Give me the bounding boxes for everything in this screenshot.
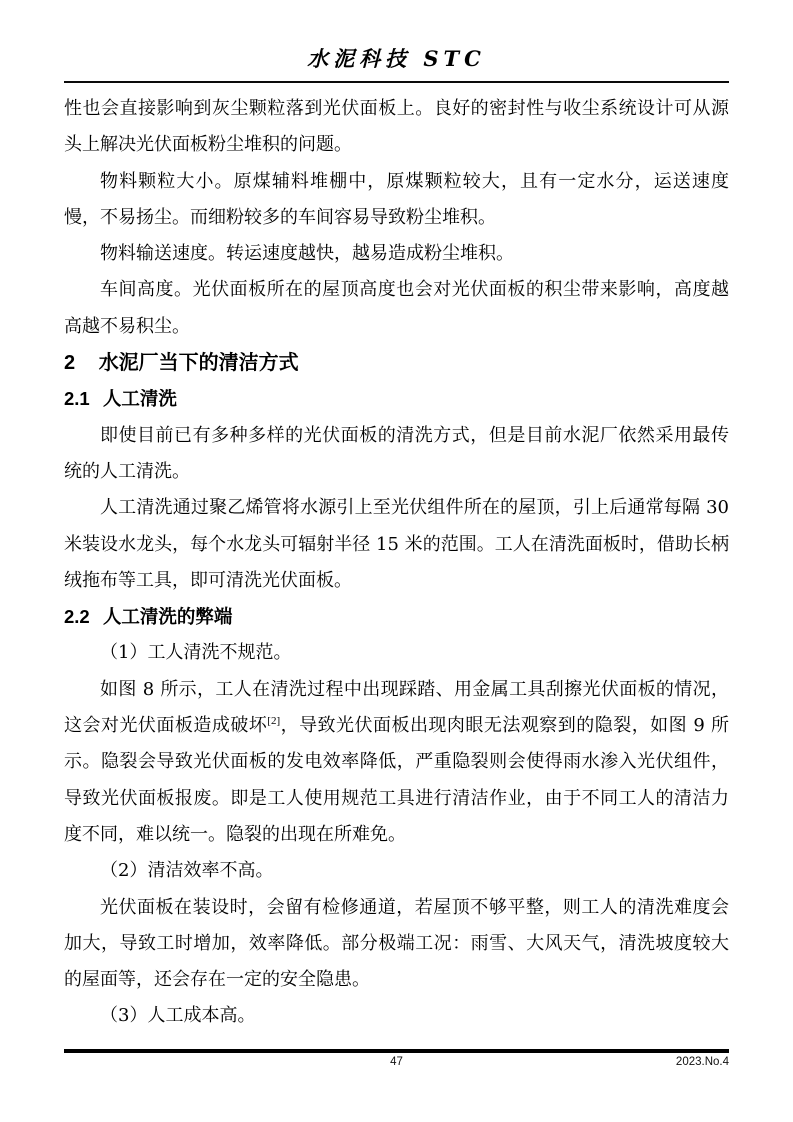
subsection-number: 2.1 <box>64 388 90 410</box>
list-item-paragraph: （3）人工成本高。 <box>100 1005 256 1027</box>
subsection-title: 人工清洗 <box>102 388 177 410</box>
paragraph: 物料输送速度。转运速度越快，越易造成粉尘堆积。 <box>100 243 514 265</box>
page-body <box>0 91 793 1035</box>
page-footer <box>64 1049 729 1074</box>
list-item-paragraph: （2）清洁效率不高。 <box>100 860 274 882</box>
paragraph: 人工清洗通过聚乙烯管将水源引上至光伏组件所在的屋顶，引上后通常每隔 30 米装设水龙头，每个水龙头可辐射半径 15 米的范围。工人在清洗面板时，借助长柄绒拖布等工具，即可清洗光伏面板。 <box>64 497 729 591</box>
paragraph-text: 如图 8 所示，工人在清洗过程中出现踩踏、用金属工具刮擦光伏面板的情况，这会对光伏面板造成破坏 <box>64 678 729 737</box>
header-rule <box>64 81 729 83</box>
subsection-heading <box>64 381 729 417</box>
list-item-paragraph: （1）工人清洗不规范。 <box>100 642 292 664</box>
paragraph: 车间高度。光伏面板所在的屋顶高度也会对光伏面板的积尘带来影响，高度越高越不易积尘。 <box>64 279 729 337</box>
issue-number: 2023.No.4 <box>675 1056 729 1068</box>
citation-reference: [2] <box>267 715 281 728</box>
footer-row <box>64 1056 729 1074</box>
paragraph-continuation: 性也会直接影响到灰尘颗粒落到光伏面板上。良好的密封性与收尘系统设计可从源头上解决光伏面板粉尘堆积的问题。 <box>64 98 729 156</box>
subsection-title: 人工清洗的弊端 <box>102 606 233 628</box>
page-header <box>0 0 793 83</box>
paragraph-with-citation <box>64 672 729 853</box>
section-title: 水泥厂当下的清洁方式 <box>98 352 299 375</box>
paragraph: 物料颗粒大小。原煤辅料堆棚中，原煤颗粒较大，且有一定水分，运送速度慢，不易扬尘。而细粉较多的车间容易导致粉尘堆积。 <box>64 170 729 228</box>
subsection-number: 2.2 <box>64 606 90 628</box>
paragraph: 光伏面板在装设时，会留有检修通道，若屋顶不够平整，则工人的清洗难度会加大，导致工时增加，效率降低。部分极端工况：雨雪、大风天气，清洗坡度较大的屋面等，还会存在一定的安全隐患。 <box>64 896 729 991</box>
journal-title: 水泥科技 STC <box>307 46 486 71</box>
paragraph: 即使目前已有多种多样的光伏面板的清洗方式，但是目前水泥厂依然采用最传统的人工清洗。 <box>64 424 729 482</box>
page-number: 47 <box>390 1056 403 1068</box>
section-heading <box>64 345 729 381</box>
footer-rule <box>64 1049 729 1053</box>
section-number: 2 <box>64 352 76 375</box>
subsection-heading <box>64 599 729 635</box>
paragraph-text: ，导致光伏面板出现肉眼无法观察到的隐裂，如图 9 所示。隐裂会导致光伏面板的发电效率降低，严重隐裂则会使得雨水渗入光伏组件，导致光伏面板报废。即是工人使用规范工具进行清洁作业，由于不同工人的清洁力度不同，难以统一。隐裂的出现在所难免。 <box>64 715 729 845</box>
